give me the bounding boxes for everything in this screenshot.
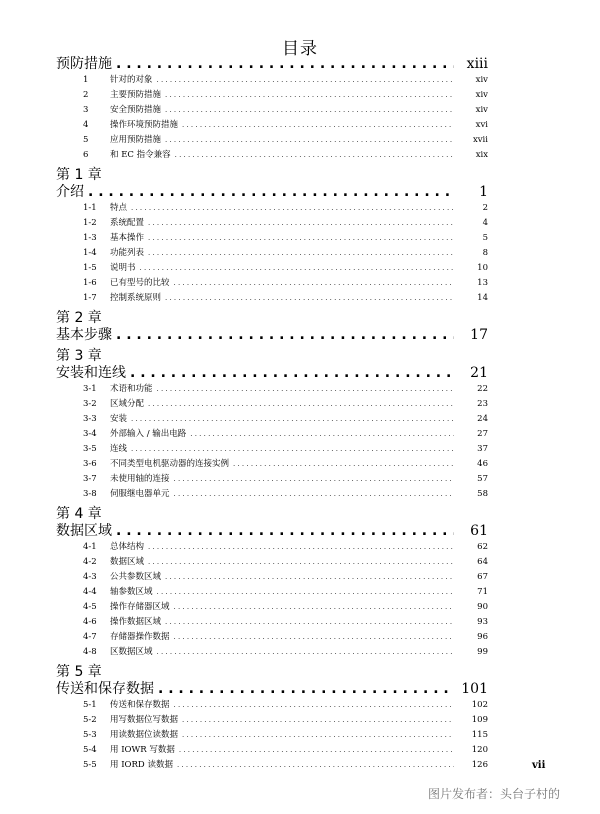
entry-label: 应用预防措施 xyxy=(110,135,162,145)
entry-label: 用 IOWR 写数据 xyxy=(110,745,175,755)
section-title: 数据区域 xyxy=(56,523,112,539)
entry-number: 3-2 xyxy=(83,399,97,409)
entry-page: 4 xyxy=(482,218,488,228)
entry-number: 5-2 xyxy=(83,715,97,725)
section-title: 安装和连线 xyxy=(56,365,126,381)
entry-page: 58 xyxy=(477,489,488,499)
entry-page: 62 xyxy=(477,542,488,552)
entry-label: 针对的对象 xyxy=(110,75,153,85)
watermark: 图片发布者：头台子村的 xyxy=(428,787,561,801)
dot-leader xyxy=(148,216,454,231)
toc-entry[interactable] xyxy=(56,585,488,600)
entry-number: 6 xyxy=(83,150,89,160)
entry-label: 系统配置 xyxy=(110,218,145,228)
entry-number: 4-2 xyxy=(83,557,97,567)
toc-entry[interactable] xyxy=(56,600,488,615)
dot-leader xyxy=(165,88,454,103)
dot-leader xyxy=(148,246,454,261)
toc-entry[interactable] xyxy=(56,713,488,728)
toc-entry[interactable] xyxy=(56,645,488,660)
dot-leader xyxy=(158,680,454,698)
entry-label: 区域分配 xyxy=(110,399,145,409)
entry-page: xiv xyxy=(475,90,488,100)
entry-label: 基本操作 xyxy=(110,233,145,243)
entry-number: 3-4 xyxy=(83,429,97,439)
dot-leader xyxy=(165,291,454,306)
toc-entry[interactable] xyxy=(56,88,488,103)
entry-label: 外部输入 / 输出电路 xyxy=(110,429,187,439)
entry-number: 1-2 xyxy=(83,218,97,228)
entry-number: 5-3 xyxy=(83,730,97,740)
section-gap xyxy=(56,306,488,308)
dot-leader xyxy=(131,412,454,427)
section-gap xyxy=(56,163,488,165)
entry-page: 27 xyxy=(477,429,488,439)
entry-page: 24 xyxy=(477,414,488,424)
toc-entry[interactable] xyxy=(56,118,488,133)
dot-leader xyxy=(233,457,454,472)
toc-entry[interactable] xyxy=(56,148,488,163)
entry-page: 23 xyxy=(477,399,488,409)
entry-label: 轴参数区域 xyxy=(110,587,153,597)
dot-leader xyxy=(174,600,454,615)
entry-page: 115 xyxy=(471,730,488,740)
entry-label: 传送和保存数据 xyxy=(110,700,170,710)
toc-entry[interactable] xyxy=(56,103,488,118)
entry-label: 用写数据位写数据 xyxy=(110,715,179,725)
entry-number: 1-4 xyxy=(83,248,97,258)
entry-number: 3-7 xyxy=(83,474,97,484)
entry-label: 和 EC 指令兼容 xyxy=(110,150,171,160)
dot-leader xyxy=(182,728,454,743)
toc-entry[interactable] xyxy=(56,201,488,216)
dot-leader xyxy=(165,103,454,118)
section-page: xiii xyxy=(466,56,488,72)
entry-page: 102 xyxy=(471,700,488,710)
dot-leader xyxy=(157,645,454,660)
dot-leader xyxy=(116,522,454,540)
dot-leader xyxy=(140,261,454,276)
entry-label: 操作存储器区域 xyxy=(110,602,170,612)
entry-label: 未使用轴的连接 xyxy=(110,474,170,484)
entry-number: 1-6 xyxy=(83,278,97,288)
toc-entry[interactable] xyxy=(56,743,488,758)
entry-page: 67 xyxy=(477,572,488,582)
dot-leader xyxy=(157,382,454,397)
dot-leader xyxy=(148,555,454,570)
toc-entry[interactable] xyxy=(56,231,488,246)
toc-entry[interactable] xyxy=(56,276,488,291)
entry-number: 4-4 xyxy=(83,587,97,597)
entry-number: 1 xyxy=(83,75,89,85)
entry-label: 不同类型电机驱动器的连接实例 xyxy=(110,459,230,469)
entry-number: 3 xyxy=(83,105,89,115)
dot-leader xyxy=(174,630,454,645)
chapter-label: 第 5 章 xyxy=(56,664,102,680)
toc-entry[interactable] xyxy=(56,412,488,427)
entry-page: 57 xyxy=(477,474,488,484)
section-title: 预防措施 xyxy=(56,56,112,72)
entry-label: 功能列表 xyxy=(110,248,145,258)
dot-leader xyxy=(148,397,454,412)
section-gap xyxy=(56,773,488,775)
entry-page: xix xyxy=(475,150,488,160)
toc-entry[interactable] xyxy=(56,758,488,773)
entry-label: 连线 xyxy=(110,444,128,454)
toc-entry[interactable] xyxy=(56,472,488,487)
entry-page: 8 xyxy=(482,248,488,258)
entry-label: 伺服继电器单元 xyxy=(110,489,170,499)
entry-page: 2 xyxy=(482,203,488,213)
entry-label: 已有型号的比较 xyxy=(110,278,170,288)
section-page: 1 xyxy=(479,184,488,200)
section-title: 传送和保存数据 xyxy=(56,681,154,697)
section-title: 基本步骤 xyxy=(56,327,112,343)
toc-entry[interactable] xyxy=(56,555,488,570)
entry-number: 4-6 xyxy=(83,617,97,627)
entry-number: 4-1 xyxy=(83,542,97,552)
entry-page: 46 xyxy=(477,459,488,469)
toc-entry[interactable] xyxy=(56,216,488,231)
section-heading[interactable] xyxy=(56,680,488,698)
entry-number: 1-1 xyxy=(83,203,97,213)
entry-number: 1-3 xyxy=(83,233,97,243)
entry-page: 93 xyxy=(477,617,488,627)
section-heading[interactable] xyxy=(56,183,488,201)
table-of-contents xyxy=(56,55,488,775)
dot-leader xyxy=(157,585,454,600)
entry-page: 22 xyxy=(477,384,488,394)
entry-number: 2 xyxy=(83,90,89,100)
entry-page: 71 xyxy=(477,587,488,597)
chapter-label: 第 3 章 xyxy=(56,348,102,364)
dot-leader xyxy=(131,201,454,216)
dot-leader xyxy=(165,570,454,585)
entry-label: 操作数据区域 xyxy=(110,617,162,627)
entry-number: 3-5 xyxy=(83,444,97,454)
entry-label: 特点 xyxy=(110,203,128,213)
entry-page: 10 xyxy=(477,263,488,273)
entry-page: 90 xyxy=(477,602,488,612)
entry-page: xvii xyxy=(472,135,488,145)
dot-leader xyxy=(116,55,454,73)
toc-entry[interactable] xyxy=(56,397,488,412)
section-page: 21 xyxy=(470,365,488,381)
section-heading[interactable] xyxy=(56,55,488,73)
entry-page: 37 xyxy=(477,444,488,454)
chapter-label: 第 2 章 xyxy=(56,310,102,326)
dot-leader xyxy=(131,442,454,457)
entry-page: 64 xyxy=(477,557,488,567)
page-title: 目录 xyxy=(282,39,318,59)
toc-entry[interactable] xyxy=(56,73,488,88)
entry-page: xiv xyxy=(475,105,488,115)
dot-leader xyxy=(157,73,454,88)
dot-leader xyxy=(165,615,454,630)
entry-number: 4 xyxy=(83,120,89,130)
dot-leader xyxy=(182,713,454,728)
entry-page: 14 xyxy=(477,293,488,303)
section-title: 介绍 xyxy=(56,184,84,200)
entry-number: 1-5 xyxy=(83,263,97,273)
page-number: vii xyxy=(532,760,546,771)
entry-page: 96 xyxy=(477,632,488,642)
toc-entry[interactable] xyxy=(56,728,488,743)
toc-entry[interactable] xyxy=(56,382,488,397)
toc-entry[interactable] xyxy=(56,291,488,306)
dot-leader xyxy=(175,148,454,163)
entry-number: 4-7 xyxy=(83,632,97,642)
chapter-label: 第 1 章 xyxy=(56,167,102,183)
entry-label: 用读数据位读数据 xyxy=(110,730,179,740)
section-heading[interactable] xyxy=(56,522,488,540)
section-gap xyxy=(56,502,488,504)
dot-leader xyxy=(174,487,454,502)
entry-number: 4-8 xyxy=(83,647,97,657)
dot-leader xyxy=(148,231,454,246)
entry-number: 3-3 xyxy=(83,414,97,424)
entry-page: xiv xyxy=(475,75,488,85)
section-page: 101 xyxy=(461,681,488,697)
section-gap xyxy=(56,660,488,662)
dot-leader xyxy=(174,276,454,291)
entry-label: 存储器操作数据 xyxy=(110,632,170,642)
entry-label: 主要预防措施 xyxy=(110,90,162,100)
dot-leader xyxy=(88,183,454,201)
toc-entry[interactable] xyxy=(56,540,488,555)
entry-number: 3-1 xyxy=(83,384,97,394)
entry-label: 公共参数区域 xyxy=(110,572,162,582)
entry-number: 4-5 xyxy=(83,602,97,612)
dot-leader xyxy=(182,118,454,133)
toc-entry[interactable] xyxy=(56,442,488,457)
dot-leader xyxy=(177,758,454,773)
entry-label: 用 IORD 读数据 xyxy=(110,760,173,770)
entry-page: 120 xyxy=(471,745,488,755)
dot-leader xyxy=(190,427,454,442)
entry-page: 99 xyxy=(477,647,488,657)
entry-number: 3-6 xyxy=(83,459,97,469)
chapter-label: 第 4 章 xyxy=(56,506,102,522)
dot-leader xyxy=(179,743,454,758)
entry-page: xvi xyxy=(475,120,488,130)
toc-entry[interactable] xyxy=(56,570,488,585)
entry-label: 安装 xyxy=(110,414,128,424)
toc-entry[interactable] xyxy=(56,487,488,502)
toc-entry[interactable] xyxy=(56,246,488,261)
toc-entry[interactable] xyxy=(56,698,488,713)
toc-entry[interactable] xyxy=(56,261,488,276)
toc-entry[interactable] xyxy=(56,133,488,148)
dot-leader xyxy=(174,698,454,713)
entry-page: 5 xyxy=(482,233,488,243)
entry-label: 区数据区域 xyxy=(110,647,153,657)
section-heading[interactable] xyxy=(56,326,488,344)
dot-leader xyxy=(116,326,454,344)
toc-entry[interactable] xyxy=(56,457,488,472)
entry-label: 术语和功能 xyxy=(110,384,153,394)
dot-leader xyxy=(148,540,454,555)
entry-label: 总体结构 xyxy=(110,542,145,552)
dot-leader xyxy=(165,133,454,148)
dot-leader xyxy=(174,472,454,487)
entry-label: 说明书 xyxy=(110,263,136,273)
entry-label: 数据区域 xyxy=(110,557,145,567)
section-page: 17 xyxy=(470,327,488,343)
entry-label: 安全预防措施 xyxy=(110,105,162,115)
entry-number: 5-5 xyxy=(83,760,97,770)
entry-number: 1-7 xyxy=(83,293,97,303)
entry-label: 操作环境预防措施 xyxy=(110,120,179,130)
dot-leader xyxy=(130,364,454,382)
entry-number: 5-4 xyxy=(83,745,97,755)
toc-entry[interactable] xyxy=(56,630,488,645)
entry-number: 5-1 xyxy=(83,700,97,710)
entry-page: 13 xyxy=(477,278,488,288)
section-gap xyxy=(56,344,488,346)
toc-entry[interactable] xyxy=(56,615,488,630)
entry-page: 109 xyxy=(471,715,488,725)
entry-label: 控制系统原则 xyxy=(110,293,162,303)
section-page: 61 xyxy=(470,523,488,539)
entry-page: 126 xyxy=(471,760,488,770)
toc-entry[interactable] xyxy=(56,427,488,442)
entry-number: 3-8 xyxy=(83,489,97,499)
section-heading[interactable] xyxy=(56,364,488,382)
entry-number: 5 xyxy=(83,135,89,145)
entry-number: 4-3 xyxy=(83,572,97,582)
